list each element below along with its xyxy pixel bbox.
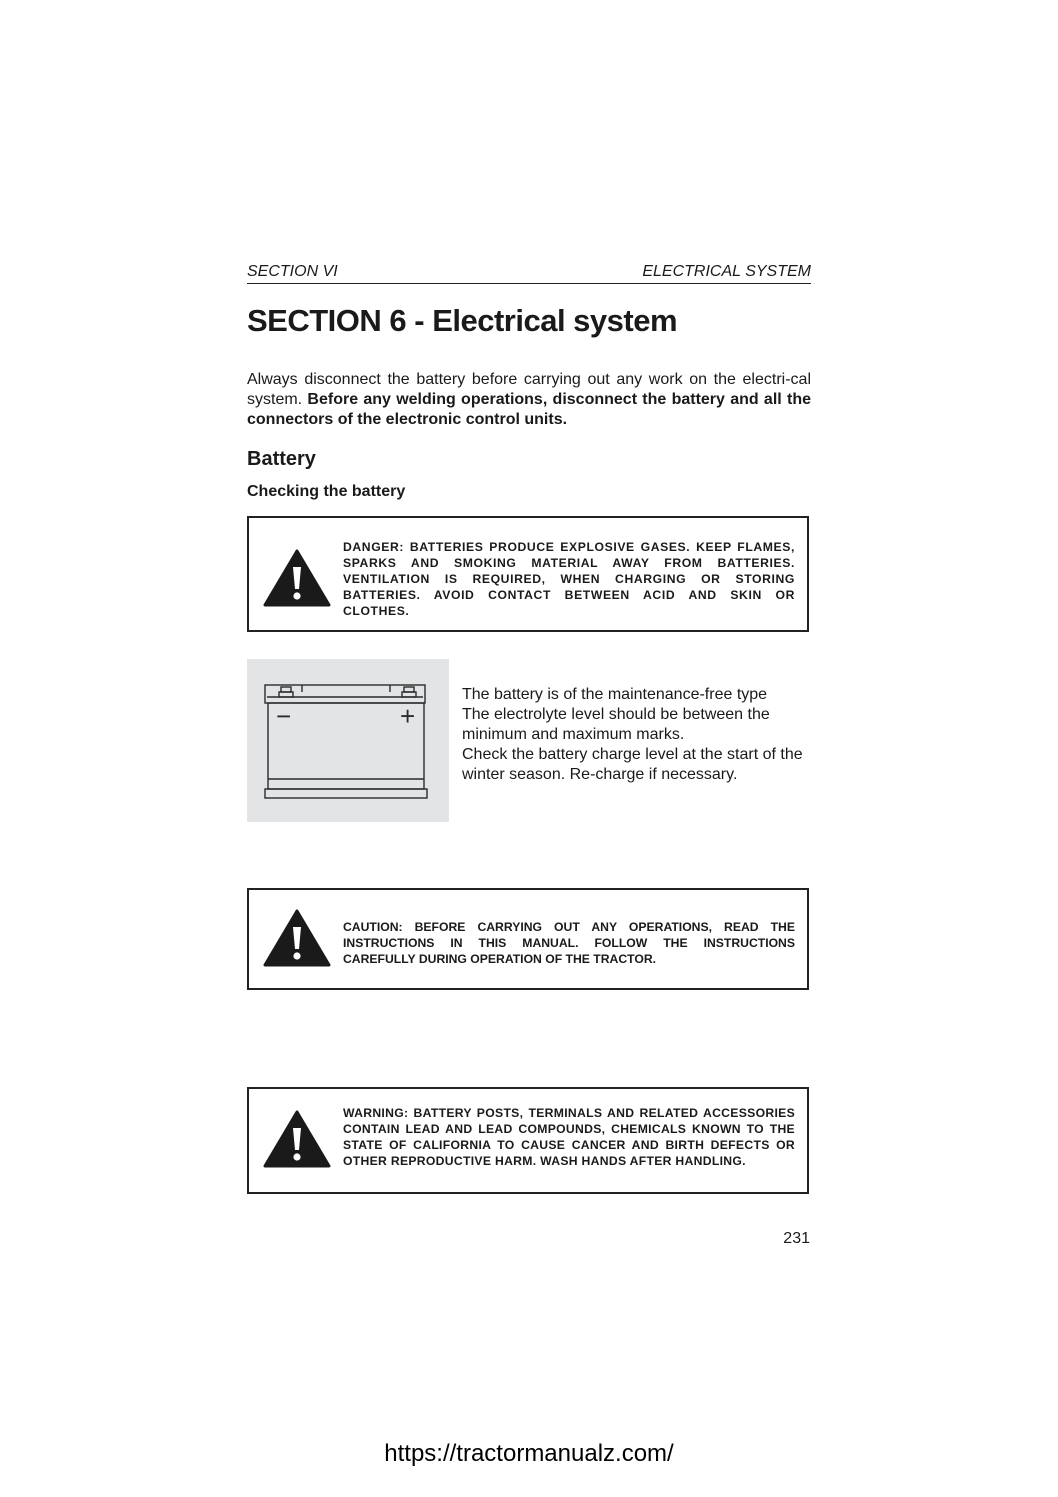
battery-text-line: Check the battery charge level at the start of the	[462, 746, 803, 763]
warning-triangle-icon	[263, 548, 331, 608]
header-chapter-label: ELECTRICAL SYSTEM	[642, 263, 811, 280]
battery-text-line: minimum and maximum marks.	[462, 726, 685, 743]
header-section-label: SECTION VI	[247, 263, 338, 280]
battery-text-line: winter season. Re-charge if necessary.	[462, 766, 738, 783]
warning-box	[247, 1087, 809, 1194]
battery-minus-sign: −	[276, 701, 292, 731]
footer-url[interactable]: https://tractormanualz.com/	[384, 1440, 674, 1467]
battery-figure	[247, 659, 449, 822]
caution-text: CAUTION: BEFORE CARRYING OUT ANY OPERATIONS, READ THE INSTRUCTIONS IN THIS MANUAL. FOLLOW THE INSTRUCTIONS CAREFULLY DURING OPERATION OF THE TRACTOR.	[343, 920, 795, 966]
intro-bold-text: Before any welding operations, disconnect the battery and all the connectors of the electronic control units.	[247, 391, 811, 428]
caution-box	[247, 888, 809, 990]
battery-text-line: The battery is of the maintenance-free type	[462, 686, 768, 703]
battery-description	[462, 685, 811, 785]
warning-triangle-icon	[263, 908, 331, 968]
battery-plus-sign: +	[400, 701, 416, 731]
running-header	[247, 262, 811, 284]
intro-paragraph	[247, 370, 811, 430]
page-number: 231	[783, 1230, 810, 1247]
intro-normal-text: Always disconnect the battery before carrying out any work on the electri-cal system.	[247, 371, 811, 408]
danger-text: DANGER: BATTERIES PRODUCE EXPLOSIVE GASES. KEEP FLAMES, SPARKS AND SMOKING MATERIAL AWAY FROM BATTERIES. VENTILATION IS REQUIRED, WHEN CHARGING OR STORING BATTERIES. AVOID CONTACT BETWEEN ACID AND SKIN OR CLOTHES.	[343, 540, 795, 618]
warning-text: WARNING: BATTERY POSTS, TERMINALS AND RELATED ACCESSORIES CONTAIN LEAD AND LEAD COMPOUNDS, CHEMICALS KNOWN TO THE STATE OF CALIFORNIA TO CAUSE CANCER AND BIRTH DEFECTS OR OTHER REPRODUCTIVE HARM. WASH HANDS AFTER HANDLING.	[343, 1106, 795, 1168]
battery-icon	[247, 659, 449, 822]
danger-box	[247, 516, 809, 632]
page-title: SECTION 6 - Electrical system	[247, 303, 678, 338]
battery-text-line: The electrolyte level should be between the	[462, 706, 770, 723]
battery-heading: Battery	[247, 448, 316, 470]
warning-triangle-icon	[263, 1109, 331, 1169]
checking-battery-heading: Checking the battery	[247, 483, 406, 500]
